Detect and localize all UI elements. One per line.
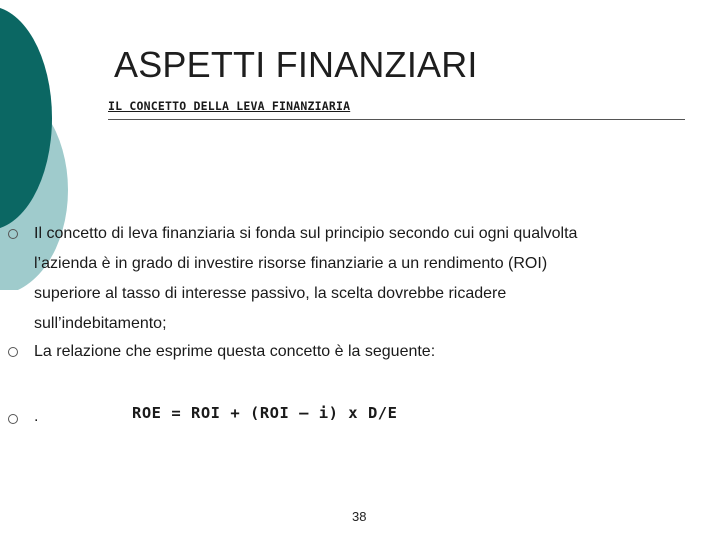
bullet-1-line-4: sull’indebitamento; <box>34 315 167 332</box>
bullet-circle-icon <box>8 347 18 357</box>
bullet-paragraph-1 <box>34 219 674 339</box>
bullet-circle-icon <box>8 414 18 424</box>
roe-formula: ROE = ROI + (ROI – i) x D/E <box>132 404 398 422</box>
title-divider <box>108 119 685 120</box>
bullet-1-line-2: l’azienda è in grado di investire risorse finanziarie a un rendimento (ROI) <box>34 255 548 272</box>
bullet-paragraph-2: La relazione che esprime questa concetto è la seguente: <box>34 343 436 360</box>
bullet-circle-icon <box>8 229 18 239</box>
bullet-1-line-3: superiore al tasso di interesse passivo, la scelta dovrebbe ricadere <box>34 285 507 302</box>
bullet-1-line-1: Il concetto di leva finanziaria si fonda sul principio secondo cui ogni qualvolta <box>34 225 578 242</box>
page-number: 38 <box>352 509 367 524</box>
slide-title: ASPETTI FINANZIARI <box>114 44 478 85</box>
slide-subtitle: IL CONCETTO DELLA LEVA FINANZIARIA <box>108 99 351 113</box>
formula-prefix: . <box>34 408 39 425</box>
